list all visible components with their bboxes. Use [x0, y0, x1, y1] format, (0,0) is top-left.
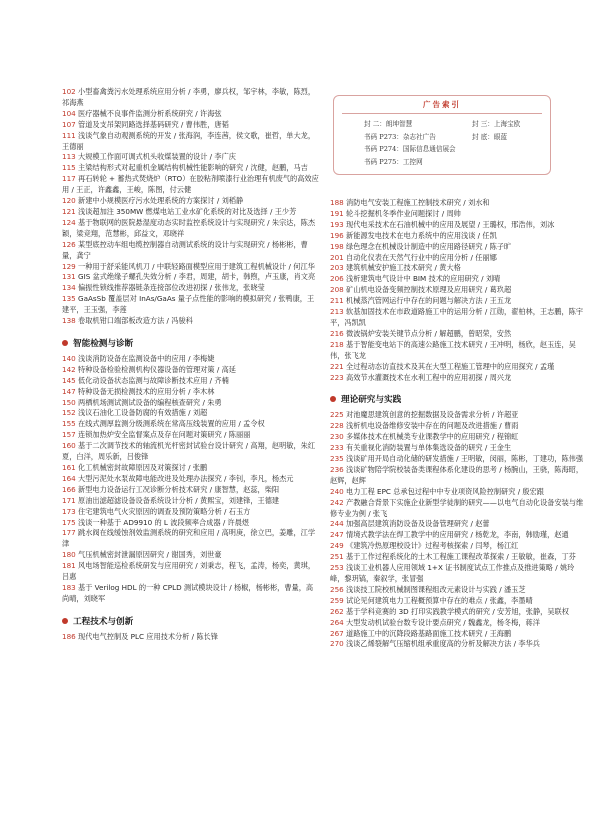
toc-entry	[62, 583, 320, 605]
entry-title: 《建筑冷热原理校设计》过程考核探索 / 闫琴，杨江红	[346, 541, 519, 551]
toc-entry	[330, 585, 588, 596]
entry-title: 浅谈工业机器人应用领域 1+X 证书制度试点工作推点及推进策略 / 姚玲峰，黎玥镐，秦叙学，张冒强	[330, 563, 575, 583]
toc-entry	[330, 629, 588, 640]
toc-entry	[330, 329, 588, 340]
entry-title: 产教融合背景下实施企业新型学徒制的研究——以电气自动化设备安装与维修专业为例 / 张飞	[330, 497, 584, 518]
entry-title: 基于工作过程系统化的土木工程施工课程改革探索 / 王敏敏，崔森，丁芬	[346, 552, 576, 562]
page-number: 155	[62, 419, 79, 429]
entry-title: 情境式教学法在焊工教学中的应用研究 / 杨乾龙，李南，韩励瑾，赵通	[346, 530, 569, 540]
entry-title: 电力工程 EPC 总承包过程中中专业项资风险控制研究 / 殷宏跟	[346, 486, 544, 496]
ad-row: 书码 P273：杂志社广告 封 底：眼蓝	[364, 132, 508, 141]
entry-title: 微波锅炉安装关键节点分析 / 解超鹏，曾昭荣，安然	[346, 328, 512, 338]
toc-entry	[62, 354, 320, 365]
ad-row: 封 二：朗坤智慧 封 三：上海宝欧	[364, 120, 521, 128]
toc-entry	[330, 296, 588, 307]
page-number: 129	[62, 261, 79, 271]
entry-title: 基于学科竞赛的 3D 打印实践教学模式的研究 / 安芳旭，张静，吴联权	[346, 606, 569, 616]
page-number: 236	[330, 464, 347, 474]
entry-title: 多媒体技术在机械类专业课教学中的应用研究 / 程锦虹	[346, 432, 519, 442]
toc-entry	[330, 487, 588, 498]
page-number: 183	[62, 582, 79, 592]
toc-entry	[330, 618, 588, 629]
entry-title: 气压机械密封泄漏原因研究 / 谢国秀，刘世豪	[78, 550, 222, 560]
toc-entry	[62, 196, 320, 207]
page-number: 171	[62, 495, 79, 505]
entry-title: 大规模工作面可调式机头收煤装置的设计 / 李广庆	[78, 152, 236, 162]
page-number: 221	[330, 361, 347, 371]
toc-entry	[62, 152, 320, 163]
section-heading: 工程技术与创新	[62, 615, 320, 627]
entry-title: 消防电气安装工程施工控制技术研究 / 刘水和	[346, 198, 490, 207]
entry-title: 建筑机械安护施工技术研究 / 黄大格	[346, 263, 461, 273]
page-number: 213	[330, 307, 347, 317]
page-number: 262	[330, 606, 347, 616]
toc-entry	[330, 253, 588, 264]
toc-entry	[62, 262, 320, 273]
page-number: 135	[62, 294, 79, 304]
toc-entry	[62, 120, 320, 131]
entry-title: 偏振性锁线推荐器链条连接部位改进初探 / 张伟龙，张晓莹	[78, 283, 265, 293]
entry-title: 加强高层建筑消防设备及设备管理研究 / 赵蕾	[346, 519, 490, 529]
toc-entry	[330, 552, 588, 563]
toc-right-column	[330, 198, 588, 650]
toc-entry	[62, 518, 320, 529]
entry-title: 卷取机钳口端部板改造方法 / 冯骏科	[78, 316, 193, 326]
toc-entry	[62, 365, 320, 376]
toc-entry	[62, 507, 320, 518]
page-number: 251	[330, 552, 347, 562]
toc-entry	[330, 340, 588, 362]
toc-entry	[62, 528, 320, 550]
page-number: 196	[330, 230, 347, 240]
toc-entry	[330, 231, 588, 242]
page-number: 211	[330, 296, 347, 306]
page-number: 244	[330, 519, 347, 529]
toc-entry	[62, 550, 320, 561]
page-number: 240	[330, 486, 347, 496]
entry-title: 道路施工中的沉降段路基路面施工技术研究 / 王海鹏	[346, 628, 512, 638]
page-number: 115	[62, 163, 79, 173]
entry-title: GaAsSb 覆盖层对 InAs/GaAs 量子点性能的影响的模拟研究 / 张鸭康，王建平，王玉强，李莲	[62, 294, 315, 315]
toc-entry	[330, 498, 588, 520]
toc-entry	[62, 207, 320, 218]
entry-title: 绿色理念在机械设计制造中的应用路径研究 / 陈子旷	[346, 241, 512, 251]
entry-title: 矿山机电设备变频控制技术原理及应用研究 / 葛玖超	[346, 285, 512, 295]
page-number: 201	[330, 252, 347, 262]
entry-title: 自动化仪表在天然气行业中的应用分析 / 任丽娜	[346, 252, 497, 262]
page-number: 267	[330, 628, 347, 638]
bullet-icon	[62, 340, 68, 346]
toc-entry	[330, 541, 588, 552]
toc-entry	[330, 274, 588, 285]
toc-entry	[330, 530, 588, 541]
entry-title: 某型底控动车组电缆控制器自动测试系统的设计与实现研究 / 杨彬彬，曹量，龚宁	[62, 239, 308, 260]
page-number: 203	[330, 263, 347, 273]
toc-entry	[330, 220, 588, 231]
toc-entry	[330, 454, 588, 465]
page-number: 138	[62, 316, 79, 326]
page-number: 152	[62, 408, 79, 418]
page-number: 230	[330, 432, 347, 442]
entry-title: 轮斗挖掘机冬季作业问题探讨 / 周帅	[346, 208, 461, 218]
toc-entry	[62, 463, 320, 474]
toc-entry	[330, 519, 588, 530]
section-heading: 智能检测与诊断	[62, 337, 320, 349]
entry-title: 基于智能变电站下的高速公路施工技术研究 / 王冲明，杨欣，赵玉连，吴伟，张飞龙	[330, 339, 576, 360]
entry-title: 浅谈乙烯裂解气压缩机组承重度高的分析及解决方法 / 李华兵	[346, 639, 540, 649]
toc-entry	[62, 441, 320, 463]
toc-entry	[62, 283, 320, 294]
page-number: 160	[62, 441, 79, 451]
entry-title: 基于物联网的医院悬湿度动态实时监控系统设计与实现研究 / 朱宗达，陈杰颖，梁竞翔，范慧彬，邱益文，邓晓祥	[62, 217, 316, 238]
page-number: 107	[62, 119, 79, 129]
toc-entry	[330, 373, 588, 384]
page-number: 142	[62, 364, 79, 374]
toc-entry	[62, 408, 320, 419]
toc-entry	[330, 307, 588, 329]
toc-entry	[330, 242, 588, 253]
page-number: 104	[62, 108, 79, 118]
toc-entry	[62, 419, 320, 430]
toc-left-column	[62, 87, 320, 643]
entry-title: 浅议石油化工设备防腐的有效措施 / 刘超	[78, 408, 208, 418]
entry-title: 特种设备无损检测技术的应用分析 / 李木林	[78, 386, 215, 396]
page-number: 180	[62, 550, 79, 560]
ad-row: 书码 P275：工控网	[364, 157, 423, 166]
page-number: 120	[62, 196, 79, 206]
toc-entry	[62, 240, 320, 262]
toc-entry	[62, 87, 320, 109]
entry-title: 新建中小规模医疗污水处理系统的方案探讨 / 刘稻静	[78, 196, 244, 206]
entry-title: 管道及支吊架同路选择基码研究 / 曹伟胜，唐韬	[78, 119, 229, 129]
ad-index-box	[333, 95, 551, 175]
page-number: 264	[330, 617, 347, 627]
entry-title: 现代电气控制及 PLC 应用技术分析 / 陈长锋	[78, 631, 218, 641]
toc-entry	[330, 443, 588, 454]
ad-row: 书码 P274：国际信息通信展会	[364, 145, 456, 154]
toc-entry	[330, 362, 588, 373]
entry-title: 浅谈气象自动观测系统的开发 / 张海润，李连茜，侯文歌，崔哲，单大龙，王德丽	[62, 130, 316, 151]
toc-entry	[330, 285, 588, 296]
toc-entry	[330, 596, 588, 607]
entry-title: 小型畜禽粪污水处理系统应用分析 / 李勇，廖兵权，邹宇林，李敏，陈烈，祁海燕	[62, 87, 316, 107]
toc-entry	[62, 496, 320, 507]
toc-entry	[330, 421, 588, 432]
ad-index-divider	[342, 113, 542, 114]
toc-entry	[62, 387, 320, 398]
toc-entry	[62, 474, 320, 485]
entry-title: 一种用于舒采能风机刀 / 中联轻路面模型应用于建筑工程机械设计 / 何江华	[78, 261, 315, 271]
entry-title: 原油出滤超滤设备设备系统设计分析 / 黄熙宝，刘建锋，王德建	[78, 495, 280, 505]
page-number: 121	[62, 206, 79, 216]
toc-entry	[62, 294, 320, 316]
toc-entry	[62, 272, 320, 283]
page-number: 140	[62, 353, 79, 363]
entry-title: 风电场智能巡检系统研发与应用研究 / 刘秉志，程飞，孟涛，杨奕，黄琪，吕惠	[62, 561, 316, 582]
entry-title: 医疗器械不良事件监测分析系统研究 / 许海弦	[78, 108, 222, 118]
entry-title: 浅析建筑电气设计中 BIM 技术的应用研究 / 刘晴	[346, 274, 501, 284]
bullet-icon	[62, 618, 68, 624]
page-number: 131	[62, 272, 79, 282]
page-number: 208	[330, 285, 347, 295]
entry-title: 大型发动机试验台数专设计要点研究 / 魏鑫龙，杨冬梅，蒋洋	[346, 617, 540, 627]
bullet-icon	[330, 396, 336, 402]
toc-entry	[62, 430, 320, 441]
page-number: 270	[330, 639, 347, 649]
entry-title: 在线式测厚监测分级测系统在常高压线装置的应用 / 孟令权	[78, 419, 265, 429]
toc-entry	[62, 174, 320, 196]
page-number: 147	[62, 386, 79, 396]
entry-title: 新型电力设备运行工况诊断分析技术研究 / 康智慧，赵蕊，柴阳	[78, 484, 280, 494]
entry-title: 浅谈一种基于 AD9910 的 L 波段频率合成器 / 许晨煜	[78, 517, 250, 527]
entry-title: 浅谈消防设备在监测设备中的应用 / 李梅婕	[78, 353, 215, 363]
toc-entry	[62, 376, 320, 387]
toc-entry	[330, 209, 588, 220]
page-number: 247	[330, 530, 347, 540]
page-number: 134	[62, 283, 79, 293]
page-number: 157	[62, 430, 79, 440]
entry-title: 连锁加热炉安全监督案点及存在问题对策研究 / 陈丽丽	[78, 430, 251, 440]
entry-title: 浅谈超加注 350MW 燃煤电站工业水矿化系统的对比及选择 / 王少芳	[78, 206, 297, 216]
ad-index-title: 广告索引	[423, 100, 461, 109]
page-number: 191	[330, 208, 347, 218]
page-number: 102	[62, 87, 79, 96]
page-number: 206	[330, 274, 347, 284]
entry-title: 跳水阀在线缓蚀剂效监测系统的研究和应用 / 高明庚，徐立巴，姜雕，江学津	[62, 528, 316, 549]
page-number: 166	[62, 484, 79, 494]
entry-title: 低化动设备状态监测与故障诊断技术应用 / 齐楠	[78, 375, 229, 385]
entry-title: 基于二次调节技术的轴流机光杆密封试验台设计研究 / 高翔，赵明敏，朱红夏，白洋，周乐新，吕俊锋	[62, 441, 316, 462]
entry-title: 浅谈矿用开局自动化储的研发措施 / 王明敏，闵丽，陈彬，丁建功，陈伟强	[346, 454, 584, 464]
page-number: 150	[62, 397, 79, 407]
page-number: 126	[62, 239, 79, 249]
entry-title: 高效节水灌溉技术在水利工程中的应用初探 / 周兴龙	[346, 372, 512, 382]
page-number: 186	[62, 631, 79, 641]
toc-entry	[62, 561, 320, 583]
entry-title: 全过程动态访直技术及其在大型工程施工管理中的应用探究 / 孟瑾	[346, 361, 555, 371]
section-heading: 理论研究与实践	[330, 393, 588, 405]
entry-title: GIS 盆式绝缘子螺孔失效分析 / 李君，周建，胡卡，韩煦，卢玉康，肖文亮	[78, 272, 316, 282]
page-number: 235	[330, 454, 347, 464]
entry-title: 浅析机电设备维修安装中存在的问题及改进措施 / 曹雨	[346, 421, 519, 431]
toc-entry	[62, 218, 320, 240]
page-number: 145	[62, 375, 79, 385]
page-number: 225	[330, 410, 347, 420]
page-number: 177	[62, 528, 79, 538]
page-number: 117	[62, 174, 79, 184]
page-number: 249	[330, 541, 347, 551]
page-number: 113	[62, 152, 79, 162]
entry-title: 对池魔思建筑创意的挖掘数据及设备需求分析 / 许超亚	[346, 410, 519, 420]
page-number: 228	[330, 421, 347, 431]
page-number: 111	[62, 130, 79, 140]
toc-entry	[62, 632, 320, 643]
entry-title: 有关重视化消防装置与单体集选设备的研究 / 王金生	[346, 443, 512, 453]
entry-title: 两栖机场测试测试设备的编程核查研究 / 朱勇	[78, 397, 222, 407]
entry-title: 浅谈技工院校机械制图课程组改元素设计与实践 / 潘玉芝	[346, 584, 526, 594]
toc-entry	[330, 198, 588, 209]
page-number: 124	[62, 217, 79, 227]
toc-entry	[330, 432, 588, 443]
page-number: 242	[330, 497, 347, 507]
toc-entry	[62, 131, 320, 153]
page-number: 256	[330, 584, 347, 594]
toc-entry	[62, 485, 320, 496]
page-number: 188	[330, 198, 347, 207]
entry-title: 特种设备检验检测机构仪器设备的管理对策 / 高延	[78, 364, 236, 374]
entry-title: 试论见何建筑电力工程概预算中存在的难点 / 张鑫，李墨晴	[346, 595, 533, 605]
entry-title: 浅谈矿物陪学院校装备类课程体系化建设的思考 / 杨腕山，王骁，陈海昭，赵辉，赵辉	[330, 464, 584, 485]
toc-entry	[330, 639, 588, 650]
entry-title: 现代电采技术在石油机械中的应用及展望 / 王璐权，邢浩伟，刘冰	[346, 219, 555, 229]
toc-entry	[330, 607, 588, 618]
entry-title: 基于 Verilog HDL 的一种 CPLD 测试模块设计 / 杨椒，杨彬彬，曹量，高尚晴，刘晓军	[62, 582, 314, 603]
toc-entry	[330, 563, 588, 585]
page-number: 193	[330, 219, 347, 229]
page-number: 173	[62, 506, 79, 516]
entry-title: 主梁结构形式对起重机金属结构机械性能影响的研究 / 沈健，赵鹏，马吉	[78, 163, 308, 173]
toc-entry	[62, 109, 320, 120]
toc-entry	[62, 316, 320, 327]
page-number: 233	[330, 443, 347, 453]
page-number: 259	[330, 595, 347, 605]
page-number: 223	[330, 372, 347, 382]
page-number: 161	[62, 463, 79, 472]
entry-title: 住宅建筑电气火灾原因的调查及预防策略分析 / 石玉方	[78, 506, 251, 516]
entry-title: 化工机械密封故障原因及对策探讨 / 张鹏	[78, 463, 208, 472]
page-number: 218	[330, 339, 347, 349]
page-number: 253	[330, 563, 347, 573]
entry-title: 再石转轮 + 蓄热式焚烧炉（RTO）在胶粘剂喷漆行业治理有机废气的高效应用 / 王正，许鑫鑫，王峻，陈图，付云健	[62, 174, 319, 195]
toc-entry	[330, 410, 588, 421]
page-number: 216	[330, 328, 347, 338]
toc-entry	[330, 465, 588, 487]
page-number: 181	[62, 561, 79, 571]
page-number: 164	[62, 473, 79, 483]
entry-title: 大型污泥处水泵故障电能改进及处理办法探究 / 李钊，李凡，杨杰元	[78, 473, 294, 483]
toc-entry	[330, 263, 588, 274]
page-number: 198	[330, 241, 347, 251]
entry-title: 新能源发电技术在电力系统中的应用浅谈 / 任凯	[346, 230, 497, 240]
toc-entry	[62, 163, 320, 174]
page-number: 175	[62, 517, 79, 527]
toc-entry	[62, 398, 320, 409]
entry-title: 软基加固技术在市政道路施工中的运用分析 / 江勋，翟柏林，王志鹏，陈宇平，冯凯凯	[330, 307, 584, 327]
entry-title: 机械蒸汽管网运行中存在的问题与解决方法 / 王五龙	[346, 296, 512, 306]
